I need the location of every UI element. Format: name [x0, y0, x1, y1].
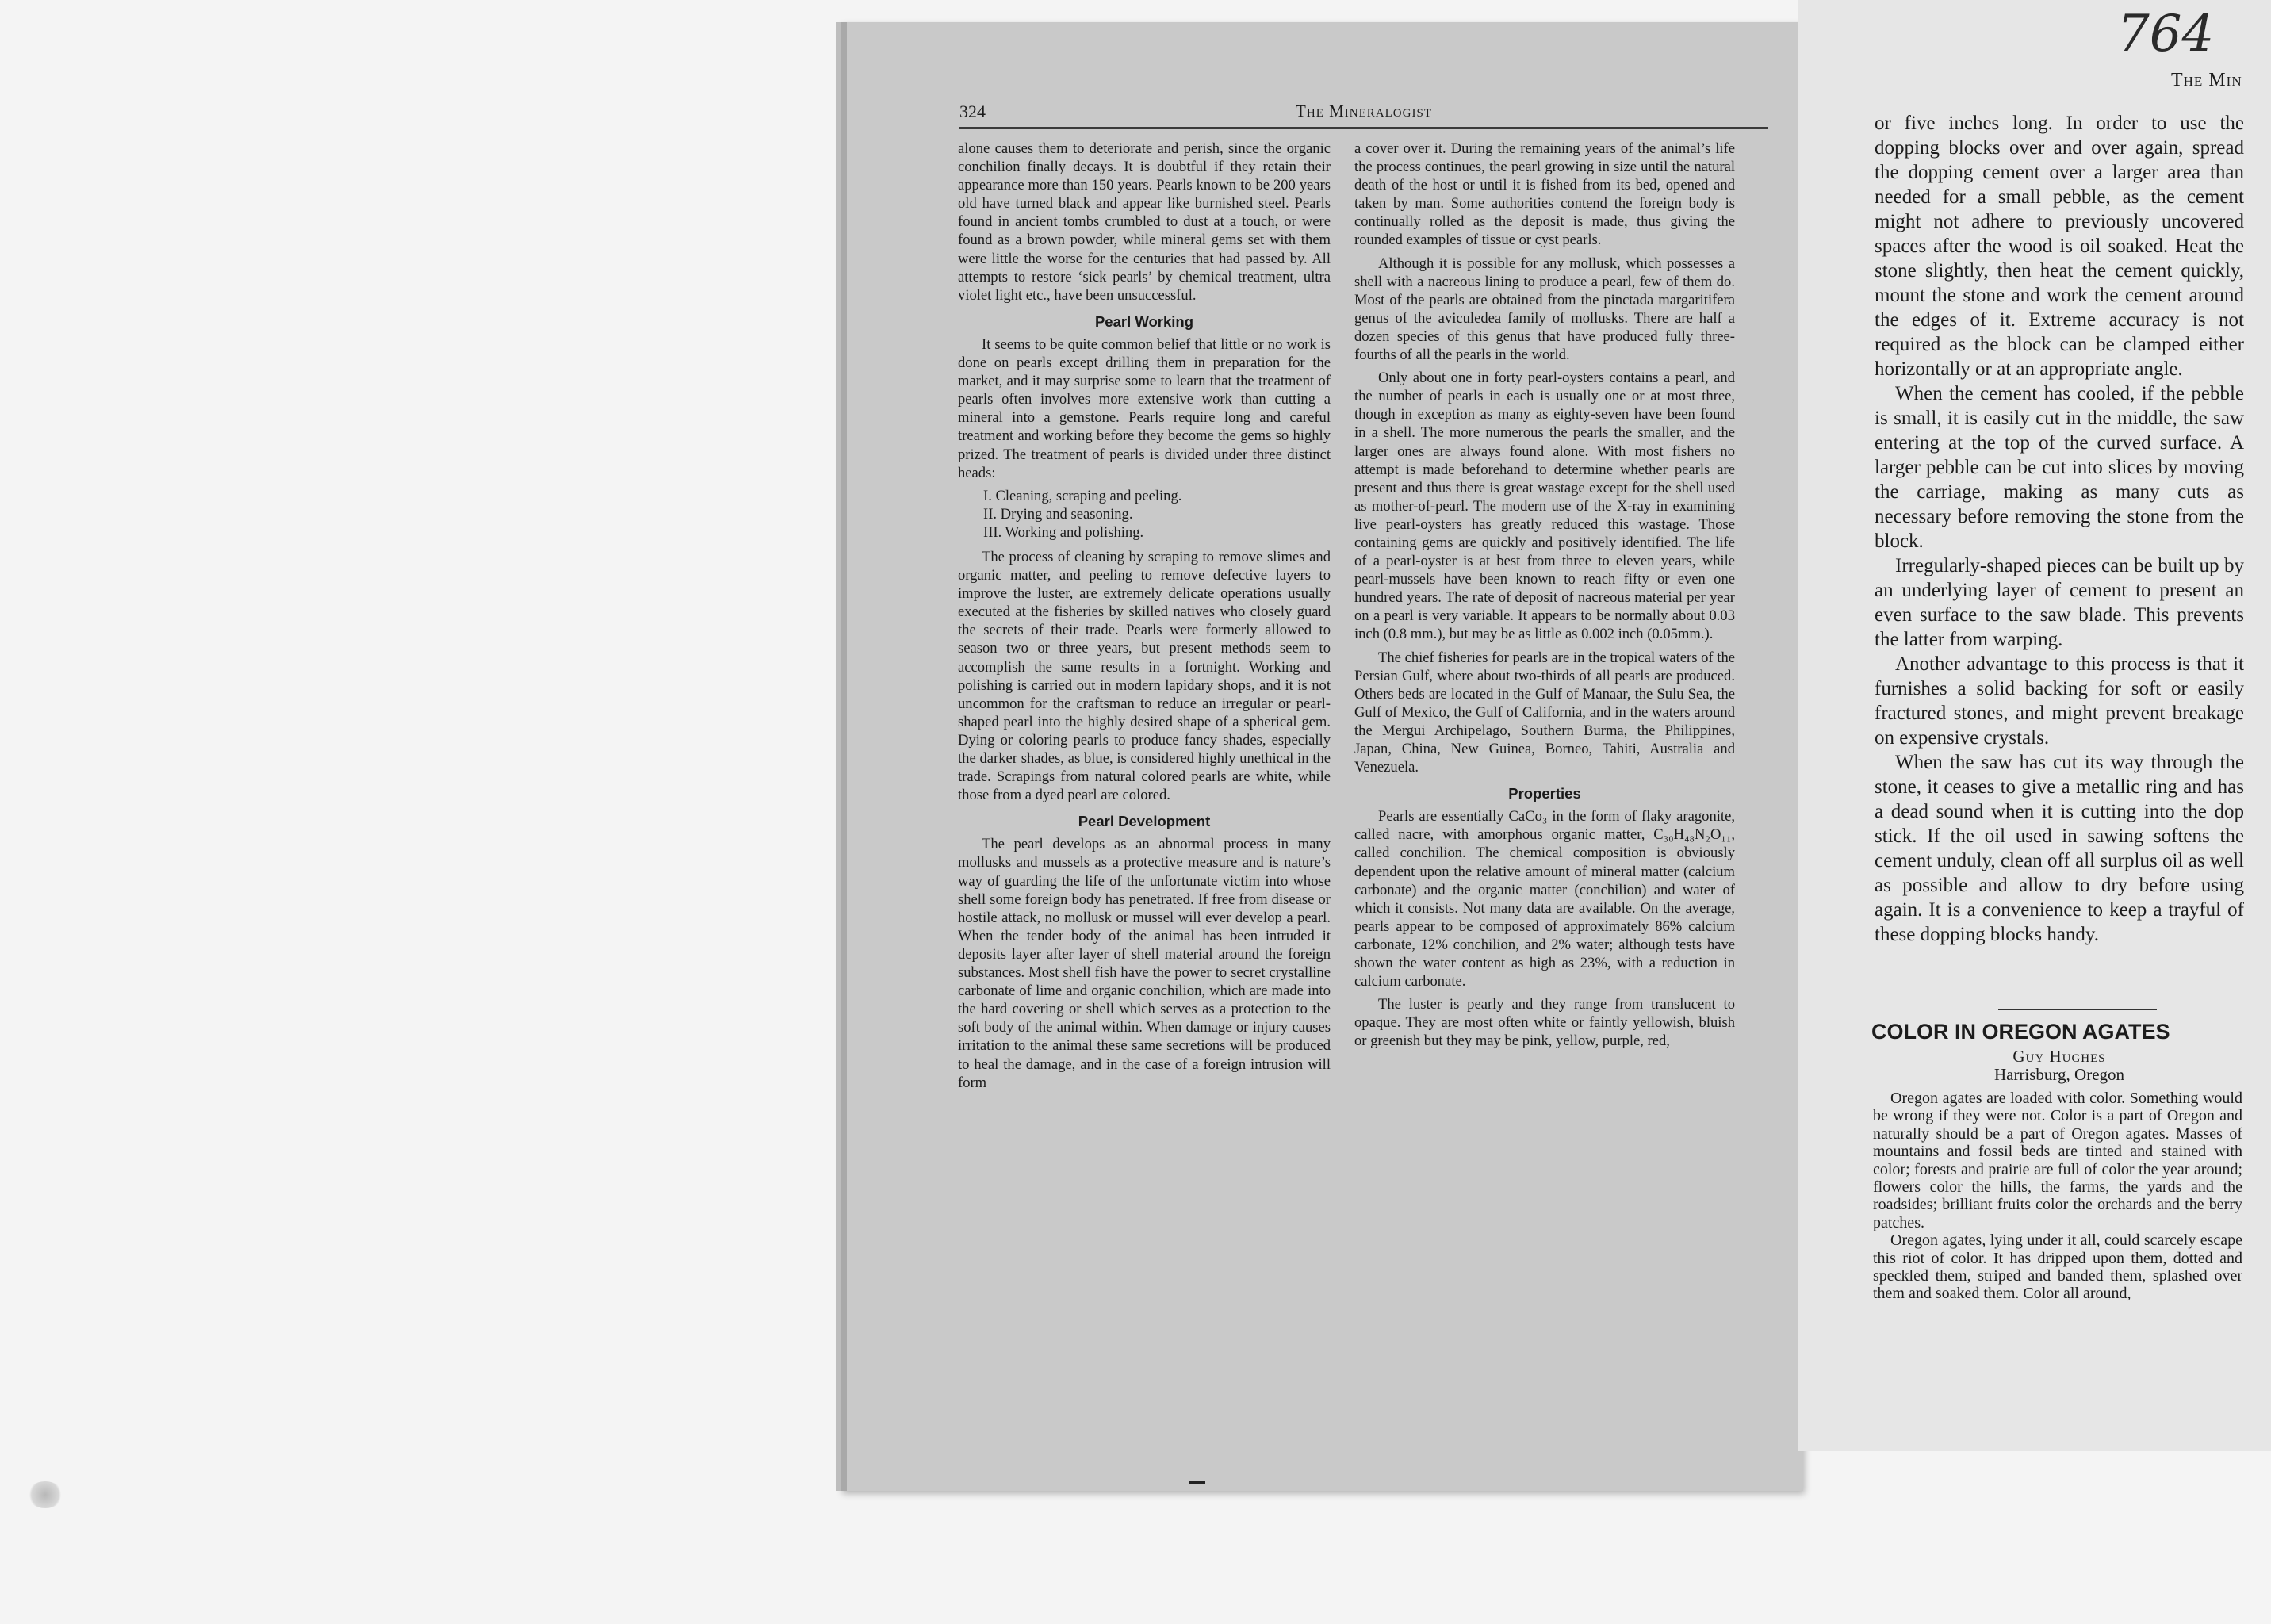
column-right	[1354, 140, 1735, 1408]
page-header	[959, 92, 1768, 129]
handwritten-page-number: 764	[2117, 5, 2215, 63]
article-divider	[1998, 1009, 2157, 1010]
paragraph: When the saw has cut its way through the stone, it ceases to give a metallic ring and has a dead sound when it is cutting into the dop stick. If the oil used in sawing softens the cement unduly, clean off all surplus oil as well as possible and allow to dry before using again. It is a convenience to keep a trayful of these dopping blocks handy.	[1875, 752, 2244, 945]
left-page	[841, 22, 1803, 1491]
section-heading: Pearl Working	[1094, 312, 1194, 330]
article-title: COLOR IN OREGON AGATES	[1871, 1020, 2170, 1044]
paragraph: Oregon agates, lying under it all, could scarcely escape this riot of color. It has dripped upon them, dotted and speckled them, striped and banded them, splashed over them and soaked them. Color all around,	[1873, 1231, 2242, 1303]
paragraph: Another advantage to this process is that it furnishes a solid backing for soft or easily fractured stones, and might prevent breakage on expensive crystals.	[1875, 653, 2244, 749]
paragraph: When the cement has cooled, if the pebble is small, it is easily cut in the middle, the saw entering at the top of the curved surface. A larger pebble can be cut into slices by moving the carriage, making as many cuts as necessary before removing the stone from the block.	[1875, 383, 2244, 552]
paragraph: Oregon agates are loaded with color. Something would be wrong if they were not. Color is a part of Oregon and naturally should be a part of Oregon agates. Masses of mountains and fossil beds are tinted and stained with color; forests and prairie are full of color the year around; flowers color the hills, the farms, the yards and the roadsides; brilliant fruits color the orchards and the berry patches.	[1873, 1090, 2242, 1231]
paragraph: Although it is possible for any mollusk, which possesses a shell with a nacreous lining to produce a pearl, few of them do. Most of the pearls are obtained from the pinctada margaritifera genus of the aviculedea family of mollusks. There are half a dozen species of this genus that have produced fully three-fourths of all the pearls in the world.	[1354, 255, 1735, 364]
list-item: II. Drying and seasoning.	[983, 505, 1133, 523]
list-item: III. Working and polishing.	[983, 523, 1144, 541]
section-heading: Pearl Development	[1078, 813, 1211, 830]
scan-smudge	[27, 1481, 63, 1508]
article-author: Guy Hughes	[2012, 1047, 2106, 1066]
paragraph: Irregularly-shaped pieces can be built up by an underlying layer of cement to present an even surface to the saw blade. This prevents the latter from warping.	[1875, 555, 2244, 650]
paragraph: Pearls are essentially CaCo₃ in the form of flaky aragonite, called nacre, with amorphous organic matter, C₃₀H₄₈N₂O₁₁, called conchilion. The chemical composition is obviously dependent upon the relative amount of mineral matter (calcium carbonate) and the organic matter (conchilion) and water of which it consists. Not many data are available. On the average, pearls appear to be composed of approximately 86% calcium carbonate, 12% conchilion, and 2% water; although tests have shown the water content as high as 23%, with a reduction in calcium carbonate.	[1354, 808, 1735, 990]
article-body	[1873, 1090, 2242, 1359]
paragraph: The luster is pearly and they range from translucent to opaque. They are most often white or faintly yellowish, bluish or greenish but they may be pink, yellow, purple, red,	[1354, 996, 1735, 1050]
paragraph: a cover over it. During the remaining years of the animal’s life the process continues, the pearl growing in size until the natural death of the host or until it is fished from its bed, opened and taken by man. Some authorities contend the foreign body is continually rolled as the deposit is made, thus giving the rounded examples of tissue or cyst pearls.	[1354, 140, 1735, 249]
list-item: I. Cleaning, scraping and peeling.	[983, 487, 1182, 504]
paragraph: Only about one in forty pearl-oysters contains a pearl, and the number of pearls in each is usually one or at most three, though in exception as many as eighty-seven have been found in a shell. The more numerous the pearls the smaller, and the larger ones are always found alone. With most fishers no attempt is made beforehand to determine whether pearls are present and thus there is great wastage except for the shell used as mother-of-pearl. The modern use of the X-ray in examining live pearl-oysters has greatly reduced this wastage. Those containing gems are quickly and positively identified. The life of a pearl-oyster is at best from three to eleven years, while pearl-mussels have been known to reach fifty or even one hundred years. The rate of deposit of nacreous material per year on a pearl is very variable. It appears to be normally about 0.03 inch (0.8 mm.), but may be as little as 0.002 inch (0.05mm.).	[1354, 370, 1735, 643]
right-running-head: The Min	[2171, 70, 2242, 90]
treatment-list	[958, 487, 1331, 542]
article-location: Harrisburg, Oregon	[1993, 1065, 2125, 1084]
paragraph: alone causes them to deteriorate and perish, since the organic conchilion finally decays. It is doubtful if they retain their appearance more than 150 years. Pearls known to be 200 years old have turned black and appear like burnished steel. Pearls found in ancient tombs crumbled to dust at a touch, or were found as a brown powder, while mineral gems set with them were little the worse for the centuries that had passed by. All attempts to restore ‘sick pearls’ by chemical treatment, ultra violet light etc., have been unsuccessful.	[958, 140, 1331, 304]
paragraph: or five inches long. In order to use the dopping blocks over and over again, spread the dopping cement over a larger area than needed for a small pebble, as the cement might not adhere to previously uncovered spaces after the wood is oil soaked. Heat the stone slightly, then heat the cement quickly, mount the stone and work the cement around the edges of it. Extreme accuracy is not required as the block can be clamped either horizontally or at an appropriate angle.	[1875, 113, 2244, 380]
section-heading: Properties	[1508, 785, 1581, 802]
paragraph: The pearl develops as an abnormal process in many mollusks and mussels as a protective measure and is nature’s way of guarding the life of the unfortunate victim into whose shell some foreign body has penetrated. If free from disease or hostile attack, no mollusk or mussel will ever develop a pearl. When the tender body of the animal has been intruded it deposits layer after layer of shell material around the foreign substances. Most shell fish have the power to secret crystalline carbonate of lime and organic conchilion, which are made into the hard covering or shell which serves as a protection to the soft body of the animal within. When damage or injury causes irritation to the animal these same secretions will be produced to heal the damage, and in the case of a foreign intrusion will form	[958, 836, 1331, 1091]
right-page-column	[1875, 111, 2244, 999]
paragraph: The process of cleaning by scraping to remove slimes and organic matter, and peeling to remove defective layers to improve the luster, are extremely delicate operations usually executed at the fisheries by skilled natives who closely guard the secrets of their trade. Pearls were formerly allowed to season two or three years, but present methods seem to accomplish the same results in a fortnight. Working and polishing is carried out in modern lapidary shops, and it is not uncommon for the craftsman to reduce an irregular or pearl-shaped pearl into the highly desired shape of a spherical gem. Dying or coloring pearls to produce fancy shades, especially the darker shades, as blue, is considered highly unethical in the trade. Scrapings from natural colored pearls are white, while those from a dyed pearl are colored.	[958, 548, 1331, 804]
page-number: 324	[959, 102, 986, 121]
paragraph: It seems to be quite common belief that little or no work is done on pearls except drilling them in preparation for the market, and it may surprise some to learn that the treatment of pearls often involves more extensive work than cutting a mineral into a gemstone. Pearls require long and careful treatment and working before they become the gems so highly prized. The treatment of pearls is divided under three distinct heads:	[958, 335, 1331, 481]
column-left	[958, 140, 1331, 1408]
running-head: The Mineralogist	[1296, 102, 1432, 121]
paragraph: The chief fisheries for pearls are in the tropical waters of the Persian Gulf, where about two-thirds of all pearls are produced. Others beds are located in the Gulf of Manaar, the Sulu Sea, the Gulf of Mexico, the Gulf of California, and in the waters around the Mergui Archipelago, Southern Burma, the Philippines, Japan, China, New Guinea, Borneo, Tahiti, Australia and Venezuela.	[1354, 649, 1735, 776]
bottom-mark	[1189, 1481, 1205, 1484]
